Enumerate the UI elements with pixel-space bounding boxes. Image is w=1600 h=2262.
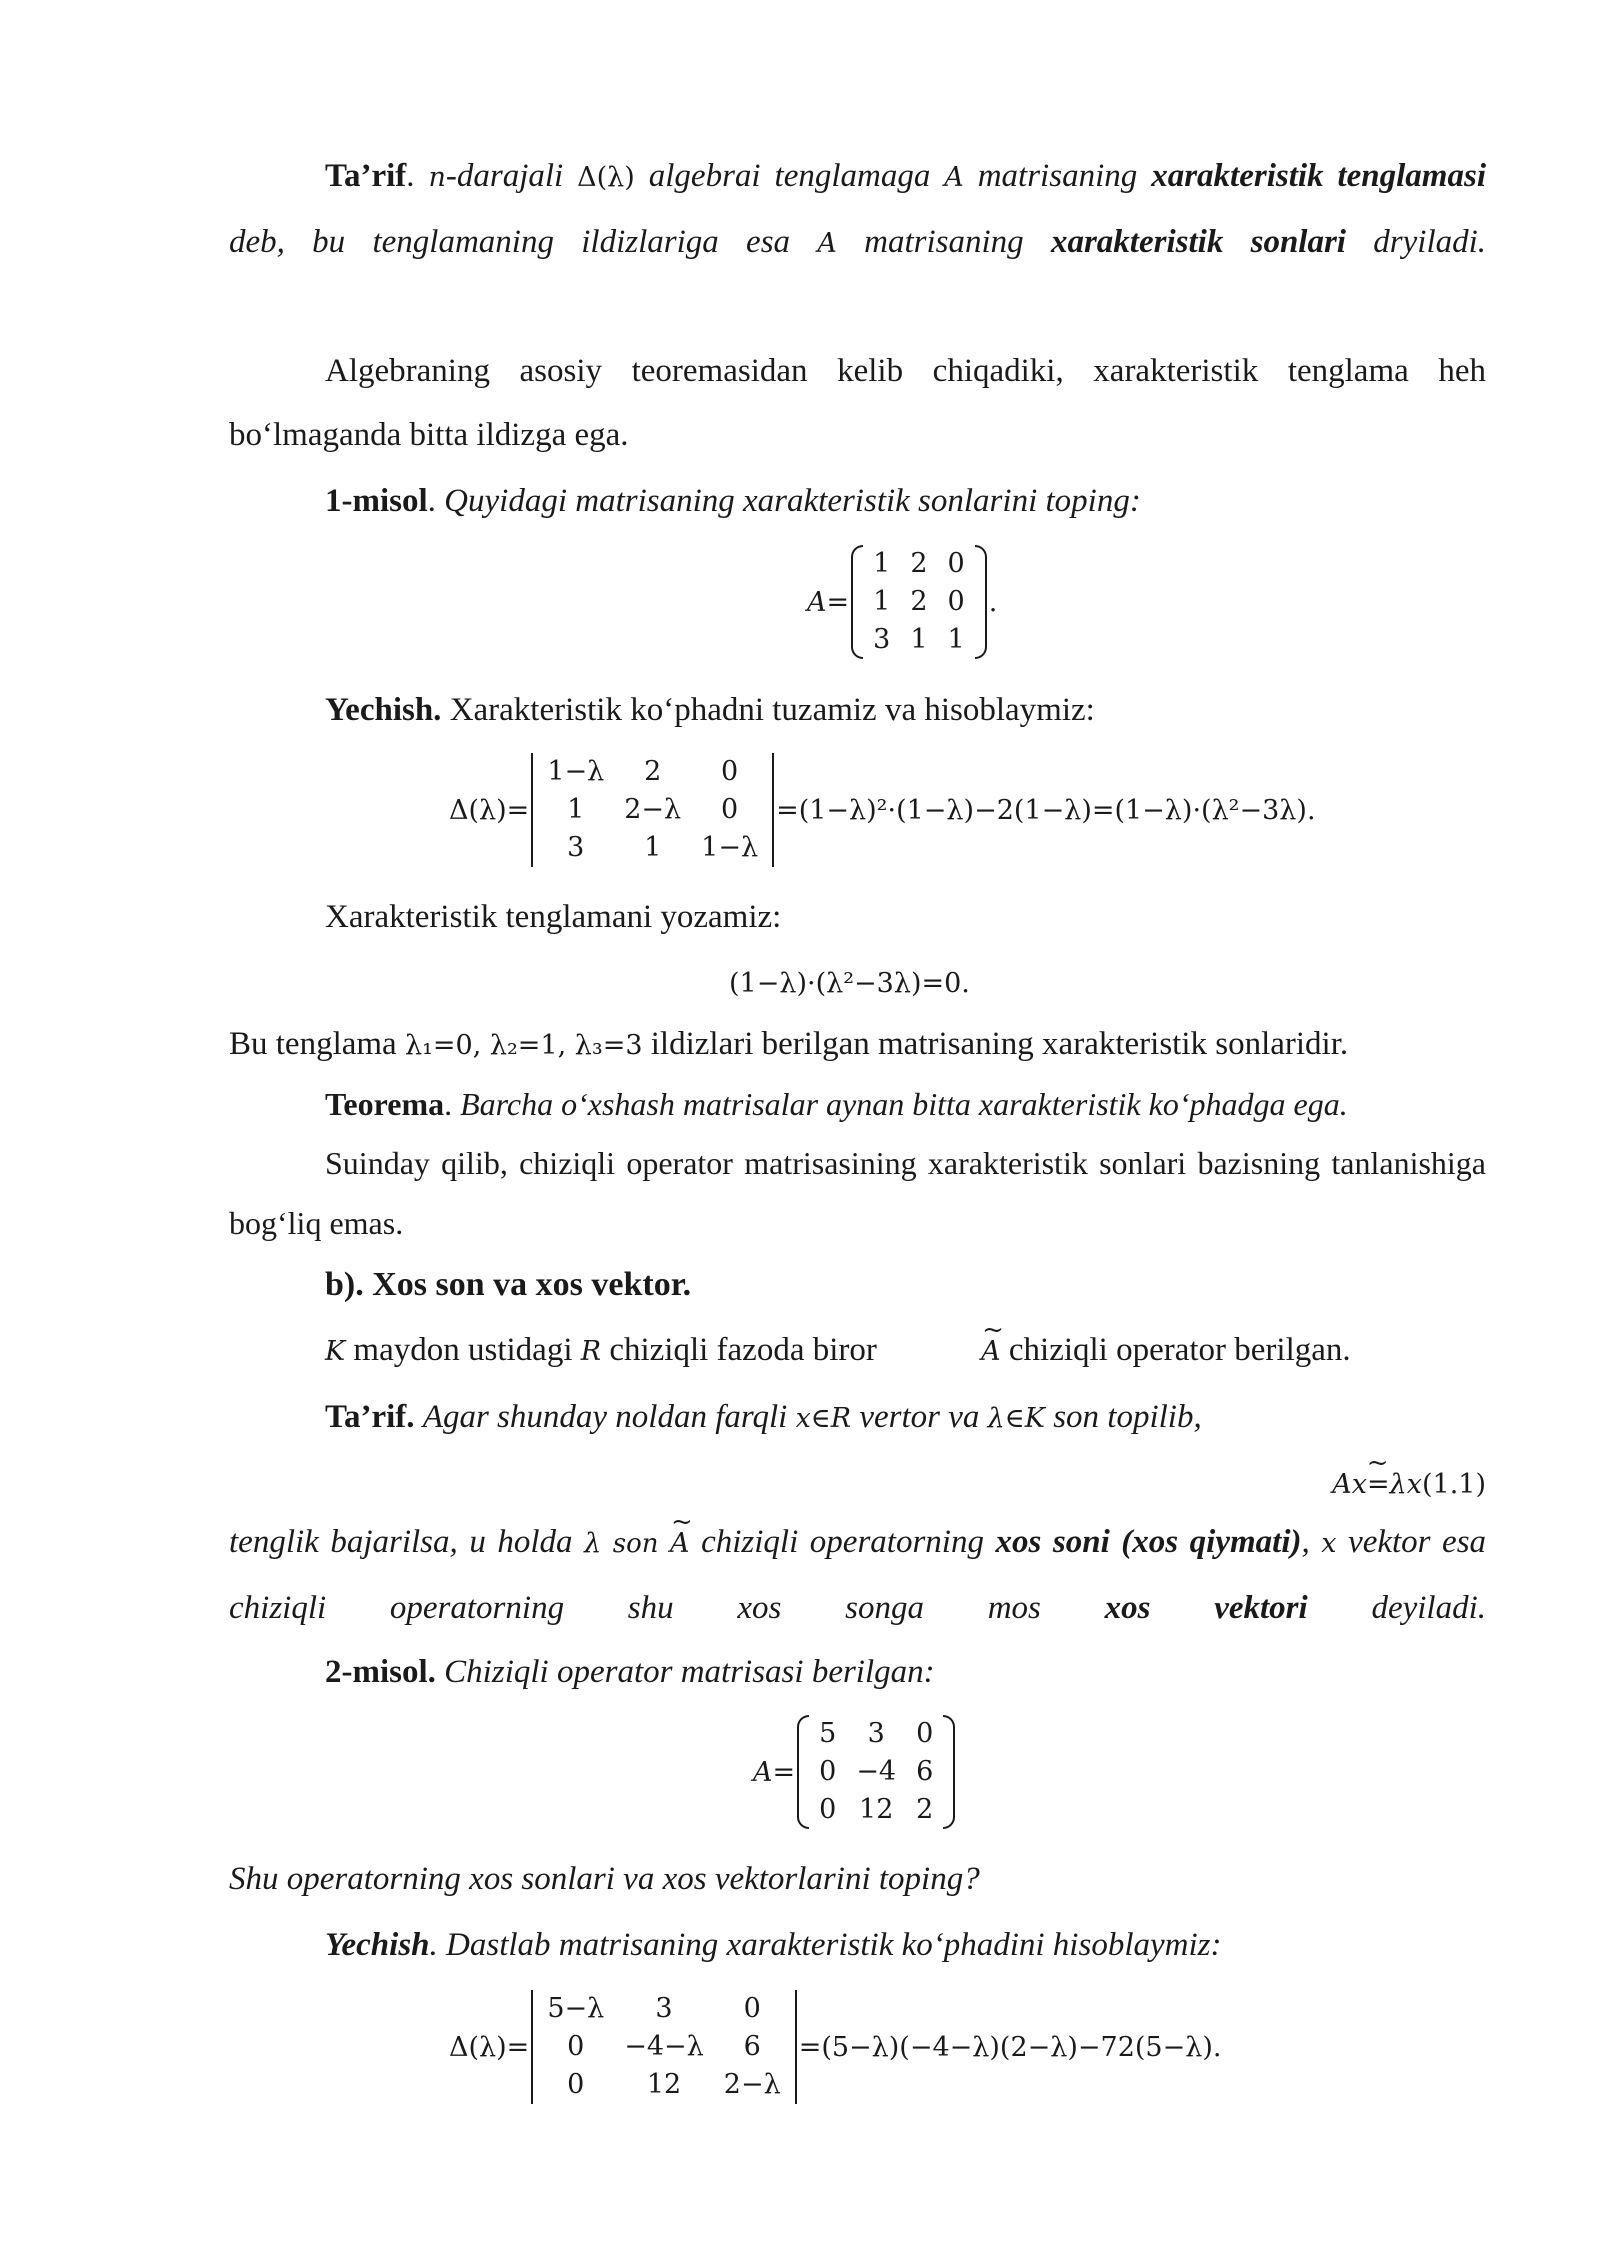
determinant-1: 1−λ 2 0 1 2−λ 0 3 1 1−λ <box>531 753 774 867</box>
consequence-paragraph: Suinday qilib, chiziqli operator matrisasining xarakteristik sonlari bazisning tanlanishiga bog‘liq emas. <box>229 1145 1486 1241</box>
matrix-a-grid: 1 2 0 1 2 0 3 1 1 <box>873 548 965 655</box>
definition-paragraph: Ta’rif. n-darajali Δ(λ) algebrai tenglamaga A matrisaning xarakteristik tenglamasi deb, bu tenglamaning ildizlariga esa A matrisaning xarakteristik sonlari dryiladi. <box>229 158 1487 260</box>
equation-number: (1.1) <box>1421 1469 1486 1500</box>
operator-setup-paragraph: K maydon ustidagi R chiziqli fazoda biror ~ A chiziqli operator berilgan. <box>229 1318 1486 1384</box>
definition-label: Ta’rif <box>325 158 407 194</box>
algebra-theorem-paragraph: Algebraning asosiy teoremasidan kelib chiqadiki, xarakteristik tenglama heh bo‘lmaganda bitta ildizga ega. <box>229 353 1486 453</box>
matrix-a <box>851 545 987 659</box>
example-2-heading: 2-misol. Chiziqli operator matrisasi berilgan: <box>325 1654 935 1690</box>
roots-paragraph: Bu tenglama λ₁=0, λ₂=1, λ₃=3 ildizlari berilgan matrisaning xarakteristik sonlaridir. <box>229 1026 1349 1062</box>
determinant-1-expansion: =(1−λ)²·(1−λ)−2(1−λ)=(1−λ)·(λ²−3λ). <box>776 794 1316 826</box>
determinant-2-equation: Δ(λ)= 5−λ 3 0 0 −4−λ 6 0 12 2−λ =(5−λ)(−4−λ)(2−λ)−72(5−λ). <box>449 1985 1221 2109</box>
operator-matrix-equation: A= 5 3 0 0 −4 6 0 12 2 <box>753 1710 957 1834</box>
solution-2-heading: Yechish. Dastlab matrisaning xarakteristik ko‘phadini hisoblaymiz: <box>325 1927 1222 1963</box>
example-1-heading: 1-misol. Quyidagi matrisaning xarakteristik sonlarini toping: <box>325 483 1141 519</box>
determinant-2-expansion: =(5−λ)(−4−λ)(2−λ)−72(5−λ). <box>798 2031 1222 2063</box>
char-equation-heading: Xarakteristik tenglamani yozamiz: <box>325 899 782 935</box>
term-eigenvector: xos vektori <box>1104 1590 1308 1626</box>
term-characteristic-equation: xarakteristik tenglamasi <box>1151 158 1486 194</box>
question-paragraph: Shu operatorning xos sonlari va xos vektorlarini toping? <box>229 1861 980 1897</box>
eigen-definition-continuation: tenglik bajarilsa, u holda λ son ~ A chiziqli operatorning xos soni (xos qiymati), x vektor esa chiziqli operatorning shu xos songa mos xos vektori deyiladi. <box>229 1510 1486 1638</box>
roots-values: λ₁=0, λ₂=1, λ₃=3 <box>404 1030 643 1061</box>
solution-1-heading: Yechish. Xarakteristik ko‘phadni tuzamiz va hisoblaymiz: <box>325 692 1095 728</box>
determinant-1-equation: Δ(λ)= 1−λ 2 0 1 2−λ 0 3 1 1−λ =(1−λ)²·(1−λ)−2(1−λ)=(1−λ)·(λ²−3λ). <box>449 748 1316 872</box>
eigen-equation: ~ Ax=λx(1.1) <box>229 1451 1486 1517</box>
determinant-2: 5−λ 3 0 0 −4−λ 6 0 12 2−λ <box>531 1990 796 2104</box>
term-characteristic-numbers: xarakteristik sonlari <box>1050 224 1346 260</box>
eigen-definition-paragraph: Ta’rif. Agar shunday noldan farqli x∈R vertor va λ∈K son topilib, <box>325 1399 1202 1435</box>
term-eigenvalue: xos soni (xos qiymati) <box>995 1524 1302 1560</box>
section-b-heading: b). Xos son va xos vektor. <box>325 1266 692 1303</box>
theorem-paragraph: Teorema. Barcha o‘xshash matrisalar aynan bitta xarakteristik ko‘phadga ega. <box>325 1086 1348 1122</box>
operator-matrix: 5 3 0 0 −4 6 0 12 2 <box>797 1715 955 1829</box>
char-equation: (1−λ)·(λ²−3λ)=0. <box>729 967 970 999</box>
matrix-a-equation: A= 1 2 0 1 2 0 3 1 1 . <box>807 540 997 664</box>
